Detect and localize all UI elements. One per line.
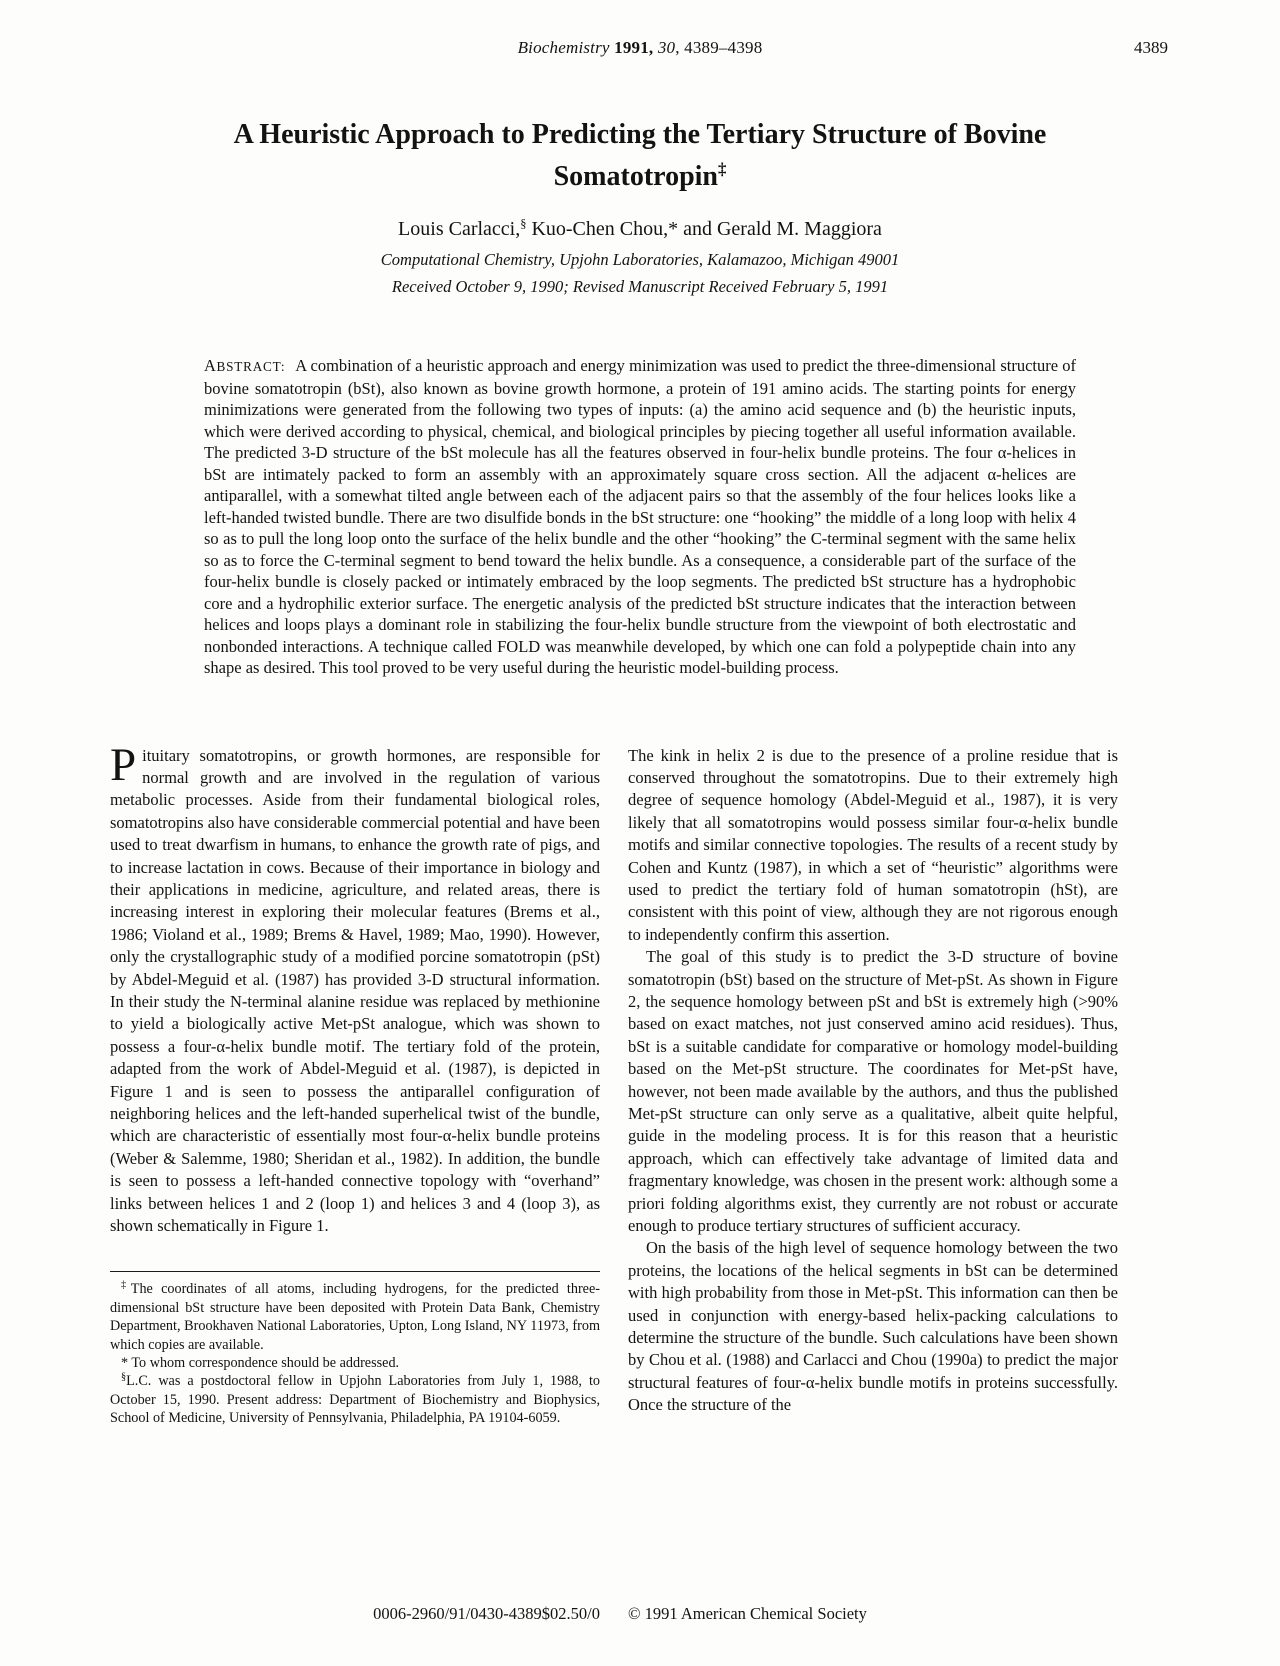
author-name-1: Louis Carlacci, xyxy=(398,218,521,240)
article-title xyxy=(110,114,1170,198)
abstract-label: ABSTRACT: xyxy=(204,356,286,375)
issn-code: 0006-2960/91/0430-4389$02.50/0 xyxy=(373,1604,600,1623)
left-column xyxy=(110,738,600,1428)
title-footnote-mark: ‡ xyxy=(718,159,727,179)
intro-paragraph-text: ituitary somatotropins, or growth hormones, are responsible for normal growth and are involved in the regulation of various metabolic processes. Aside from their fundamental biological roles, somatotropins also have considerable commercial potential and have been used to treat dwarfism in humans, to enhance the growth rate of pigs, and to increase lactation in cows. Because of their importance in biology and their applications in medicine, agriculture, and related areas, there is increasing interest in exploring their molecular features (Brems et al., 1986; Violand et al., 1989; Brems & Havel, 1989; Mao, 1990). However, only the crystallographic study of a modified porcine somatotropin (pSt) by Abdel-Meguid et al. (1987) has provided 3-D structural information. In their study the N-terminal alanine residue was replaced by methionine to yield a biologically active Met-pSt analogue, which was shown to possess a four-α-helix bundle motif. The tertiary fold of the protein, adapted from the work of Abdel-Meguid et al. (1987), is depicted in Figure 1 and is seen to possess the antiparallel configuration of neighboring helices and the left-handed superhelical twist of the bundle, which are characteristic of essentially most four-α-helix bundle proteins (Weber & Salemme, 1980; Sheridan et al., 1982). In addition, the bundle is seen to possess a left-handed connective topology with “overhand” links between helices 1 and 2 (loop 1) and helices 3 and 4 (loop 3), as shown schematically in Figure 1. xyxy=(110,745,600,1236)
article-title-line2: Somatotropin xyxy=(553,161,718,192)
copyright-notice: © 1991 American Chemical Society xyxy=(627,1604,867,1623)
asterisk-mark: * xyxy=(121,1355,129,1372)
journal-volume: 30 xyxy=(657,38,676,57)
page-footer xyxy=(0,1604,1280,1624)
running-header xyxy=(110,38,1170,60)
paragraph-goal: The goal of this study is to predict the 3-D structure of bovine somatotropin (bSt) based on the structure of Met-pSt. As shown in Figure 2, the sequence homology between pSt and bSt is extremely high (>90% based on exact matches, not just conserved amino acid residues). Thus, bSt is a suitable candidate for comparative or homology model-building based on the Met-pSt structure. The coordinates for Met-pSt have, however, not been made available by the authors, and thus the published Met-pSt structure can only serve as a qualitative, albeit quite helpful, guide in the modeling process. It is for this reason that a heuristic approach, which can effectively take advantage of limited data and fragmentary knowledge, was chosen in the present work: although some a priori folding algorithms exist, they currently are not robust or accurate enough to produce tertiary structures of sufficient accuracy. xyxy=(628,947,1118,1236)
author-footnote-mark: § xyxy=(520,216,527,231)
journal-page-range: , 4389–4398 xyxy=(675,38,763,57)
affiliation-line: Computational Chemistry, Upjohn Laboratories, Kalamazoo, Michigan 49001 xyxy=(380,250,900,269)
intro-paragraph xyxy=(110,738,600,1238)
footnote-coordinates xyxy=(110,1280,600,1354)
journal-year: 1991, xyxy=(609,38,658,57)
journal-citation xyxy=(110,38,1170,58)
paragraph-homology-basis: On the basis of the high level of sequence homology between the two proteins, the locations of the helical segments in bSt can be determined with high probability from those in Met-pSt. This information can then be used in conjunction with energy-based helix-packing calculations to determine the structure of the bundle. Such calculations have been shown by Chou et al. (1988) and Carlacci and Chou (1990a) to predict the major structural features of four-α-helix bundle motifs in proteins successfully. Once the structure of the xyxy=(628,1238,1118,1415)
author-names-rest: Kuo-Chen Chou,* and Gerald M. Maggiora xyxy=(526,218,882,240)
dagger-mark: ‡ xyxy=(121,1279,131,1291)
footnote-present-address xyxy=(110,1372,600,1427)
footnote-correspondence-text: To whom correspondence should be addressed. xyxy=(128,1355,400,1372)
section-mark: § xyxy=(121,1371,127,1383)
received-line: Received October 9, 1990; Revised Manuscript Received February 5, 1991 xyxy=(391,277,889,296)
body-columns xyxy=(110,738,1170,1428)
journal-name: Biochemistry xyxy=(517,38,610,57)
drop-cap: P xyxy=(110,738,137,791)
footnotes-section xyxy=(110,1271,600,1427)
footnote-present-address-text: L.C. was a postdoctoral fellow in Upjohn Laboratories from July 1, 1988, to October 15, 1990. Present address: Department of Biochemistry and Biophysics, School of Medicine, University of Pennsylvania, Philadelphia, PA 19104-6059. xyxy=(110,1373,600,1427)
article-title-line1: A Heuristic Approach to Predicting the Tertiary Structure of Bovine xyxy=(233,119,1047,150)
footnote-correspondence xyxy=(110,1354,600,1372)
page-number: 4389 xyxy=(1134,38,1168,57)
footnote-coordinates-text: The coordinates of all atoms, including hydrogens, for the predicted three-dimensional bSt structure have been deposited with Protein Data Bank, Chemistry Department, Brookhaven National Laboratories, Upton, Long Island, NY 11973, from which copies are available. xyxy=(110,1281,600,1353)
author-line xyxy=(110,218,1170,241)
right-column xyxy=(628,745,1118,1428)
paragraph-kink-helix: The kink in helix 2 is due to the presence of a proline residue that is conserved throughout the somatotropins. Due to their extremely high degree of sequence homology (Abdel-Meguid et al., 1987), it is very likely that all somatotropins would possess similar four-α-helix bundle motifs and similar connective topologies. The results of a recent study by Cohen and Kuntz (1987), in which a set of “heuristic” algorithms were used to predict the tertiary fold of human somatotropin (hSt), are consistent with this point of view, although they are not rigorous enough to independently confirm this assertion. xyxy=(628,745,1118,944)
abstract-text: A combination of a heuristic approach and energy minimization was used to predict the three-dimensional structure of bovine somatotropin (bSt), also known as bovine growth hormone, a protein of 191 amino acids. The starting points for energy minimizations were generated from the following two types of inputs: (a) the amino acid sequence and (b) the heuristic inputs, which were derived according to physical, chemical, and biological principles by piecing together all useful information available. The predicted 3-D structure of the bSt molecule has all the features observed in four-helix bundle proteins. The four α-helices in bSt are intimately packed to form an assembly with an approximately square cross section. All the adjacent α-helices are antiparallel, with a somewhat tilted angle between each of the adjacent pairs so that the assembly of the four helices looks like a left-handed twisted bundle. There are two disulfide bonds in the bSt structure: one “hooking” the middle of a long loop with helix 4 so as to pull the long loop onto the surface of the helix bundle and the other “hooking” the C-terminal segment with the same helix so as to force the C-terminal segment to bend toward the helix bundle. As a consequence, a considerable part of the surface of the four-helix bundle is closely packed or intimately embraced by the loop segments. The predicted bSt structure has a hydrophobic core and a hydrophilic exterior surface. The energetic analysis of the predicted bSt structure indicates that the interaction between helices and loops plays a dominant role in stabilizing the four-helix bundle structure from the viewpoint of both electrostatic and nonbonded interactions. A technique called FOLD was meanwhile developed, by which one can fold a polypeptide chain into any shape as desired. This tool proved to be very useful during the heuristic model-building process. xyxy=(204,356,1076,677)
abstract-section xyxy=(204,355,1076,679)
